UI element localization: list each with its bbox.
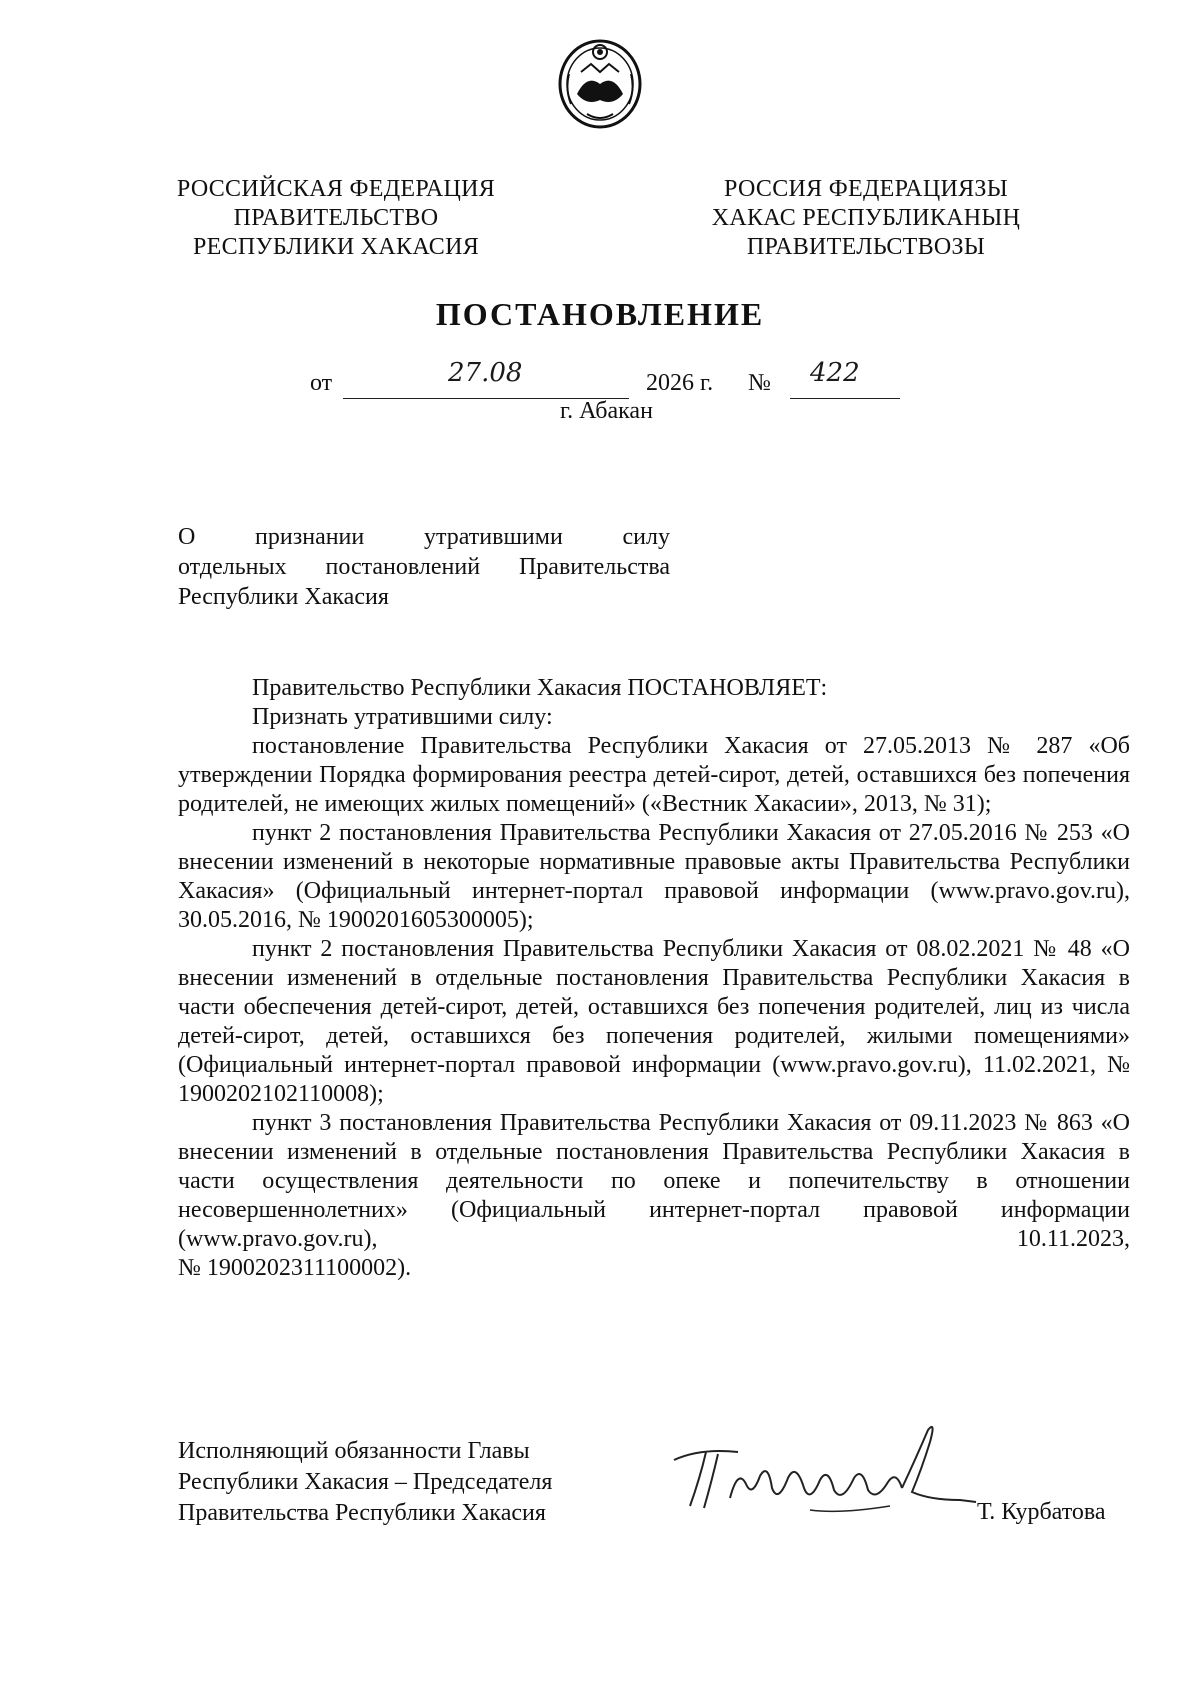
body-paragraph: пункт 2 постановления Правительства Республики Хакасия от 08.02.2021 № 48 «О внесении изменений в отдельные постановления Правительства Республики Хакасия в части обеспечения детей-сирот, детей, оставшихся без попечения родителей, лиц из числа детей-сирот, детей, оставшихся без попечения родителей, жилыми помещениями» (Официальный интернет-портал правовой информации (www.pravo.gov.ru), 11.02.2021, № 1900202102110008); <box>178 936 1130 1107</box>
body-paragraph: постановление Правительства Республики Хакасия от 27.05.2013 № 287 «Об утверждении Порядка формирования реестра детей-сирот, детей, оставшихся без попечения родителей, не имеющих жилых помещений» («Вестник Хакасии», 2013, № 31); <box>178 733 1130 817</box>
document-body <box>178 674 1130 1283</box>
header-left-line: РОССИЙСКАЯ ФЕДЕРАЦИЯ <box>176 176 496 202</box>
date-prefix: от <box>310 370 333 396</box>
subject-line: отдельных постановлений Правительства <box>178 554 670 580</box>
header-left-line: РЕСПУБЛИКИ ХАКАСИЯ <box>192 234 480 260</box>
position-line: Правительства Республики Хакасия <box>178 1500 546 1526</box>
body-paragraph: Признать утратившими силу: <box>252 704 553 730</box>
header-left-line: ПРАВИТЕЛЬСТВО <box>233 205 439 231</box>
coat-of-arms-emblem-icon <box>557 34 643 130</box>
number-label: № <box>748 370 771 396</box>
document-subject <box>178 522 670 612</box>
document-title: ПОСТАНОВЛЕНИЕ <box>435 296 765 332</box>
header-right-line: ХАКАС РЕСПУБЛИКАНЫҢ <box>711 205 1021 231</box>
body-paragraph: пункт 2 постановления Правительства Республики Хакасия от 27.05.2016 № 253 «О внесении изменений в некоторые нормативные правовые акты Правительства Республики Хакасия» (Официальный интернет-портал правовой информации (www.pravo.gov.ru), 30.05.2016, № 1900201605300005); <box>178 820 1130 933</box>
subject-line: О признании утратившими силу <box>178 524 670 550</box>
body-paragraph: Правительство Республики Хакасия ПОСТАНОВЛЯЕТ: <box>252 675 828 701</box>
date-year: 2026 г. <box>646 370 714 396</box>
signatory-position <box>178 1436 552 1529</box>
handwritten-signature <box>660 1418 980 1528</box>
body-paragraph: пункт 3 постановления Правительства Республики Хакасия от 09.11.2023 № 863 «О внесении изменений в отдельные постановления Правительства Республики Хакасия в части осуществления деятельности по опеке и попечительству в отношении несовершеннолетних» (Официальный интернет-портал правовой информации (www.pravo.gov.ru), 10.11.2023, <box>178 1110 1130 1252</box>
subject-line: Республики Хакасия <box>178 584 389 610</box>
handwritten-date: 27.08 <box>448 358 523 388</box>
handwritten-number: 422 <box>810 358 860 388</box>
body-paragraph-end: № 1900202311100002). <box>178 1255 412 1281</box>
position-line: Республики Хакасия – Председателя <box>178 1469 553 1495</box>
city: г. Абакан <box>560 398 653 424</box>
header-right-line: РОССИЯ ФЕДЕРАЦИЯЗЫ <box>724 176 1008 202</box>
signer-name: Т. Курбатова <box>977 1499 1106 1525</box>
header-left <box>150 175 522 262</box>
header-right <box>676 175 1056 262</box>
position-line: Исполняющий обязанности Главы <box>178 1438 530 1464</box>
header-right-line: ПРАВИТЕЛЬСТВОЗЫ <box>746 234 986 260</box>
